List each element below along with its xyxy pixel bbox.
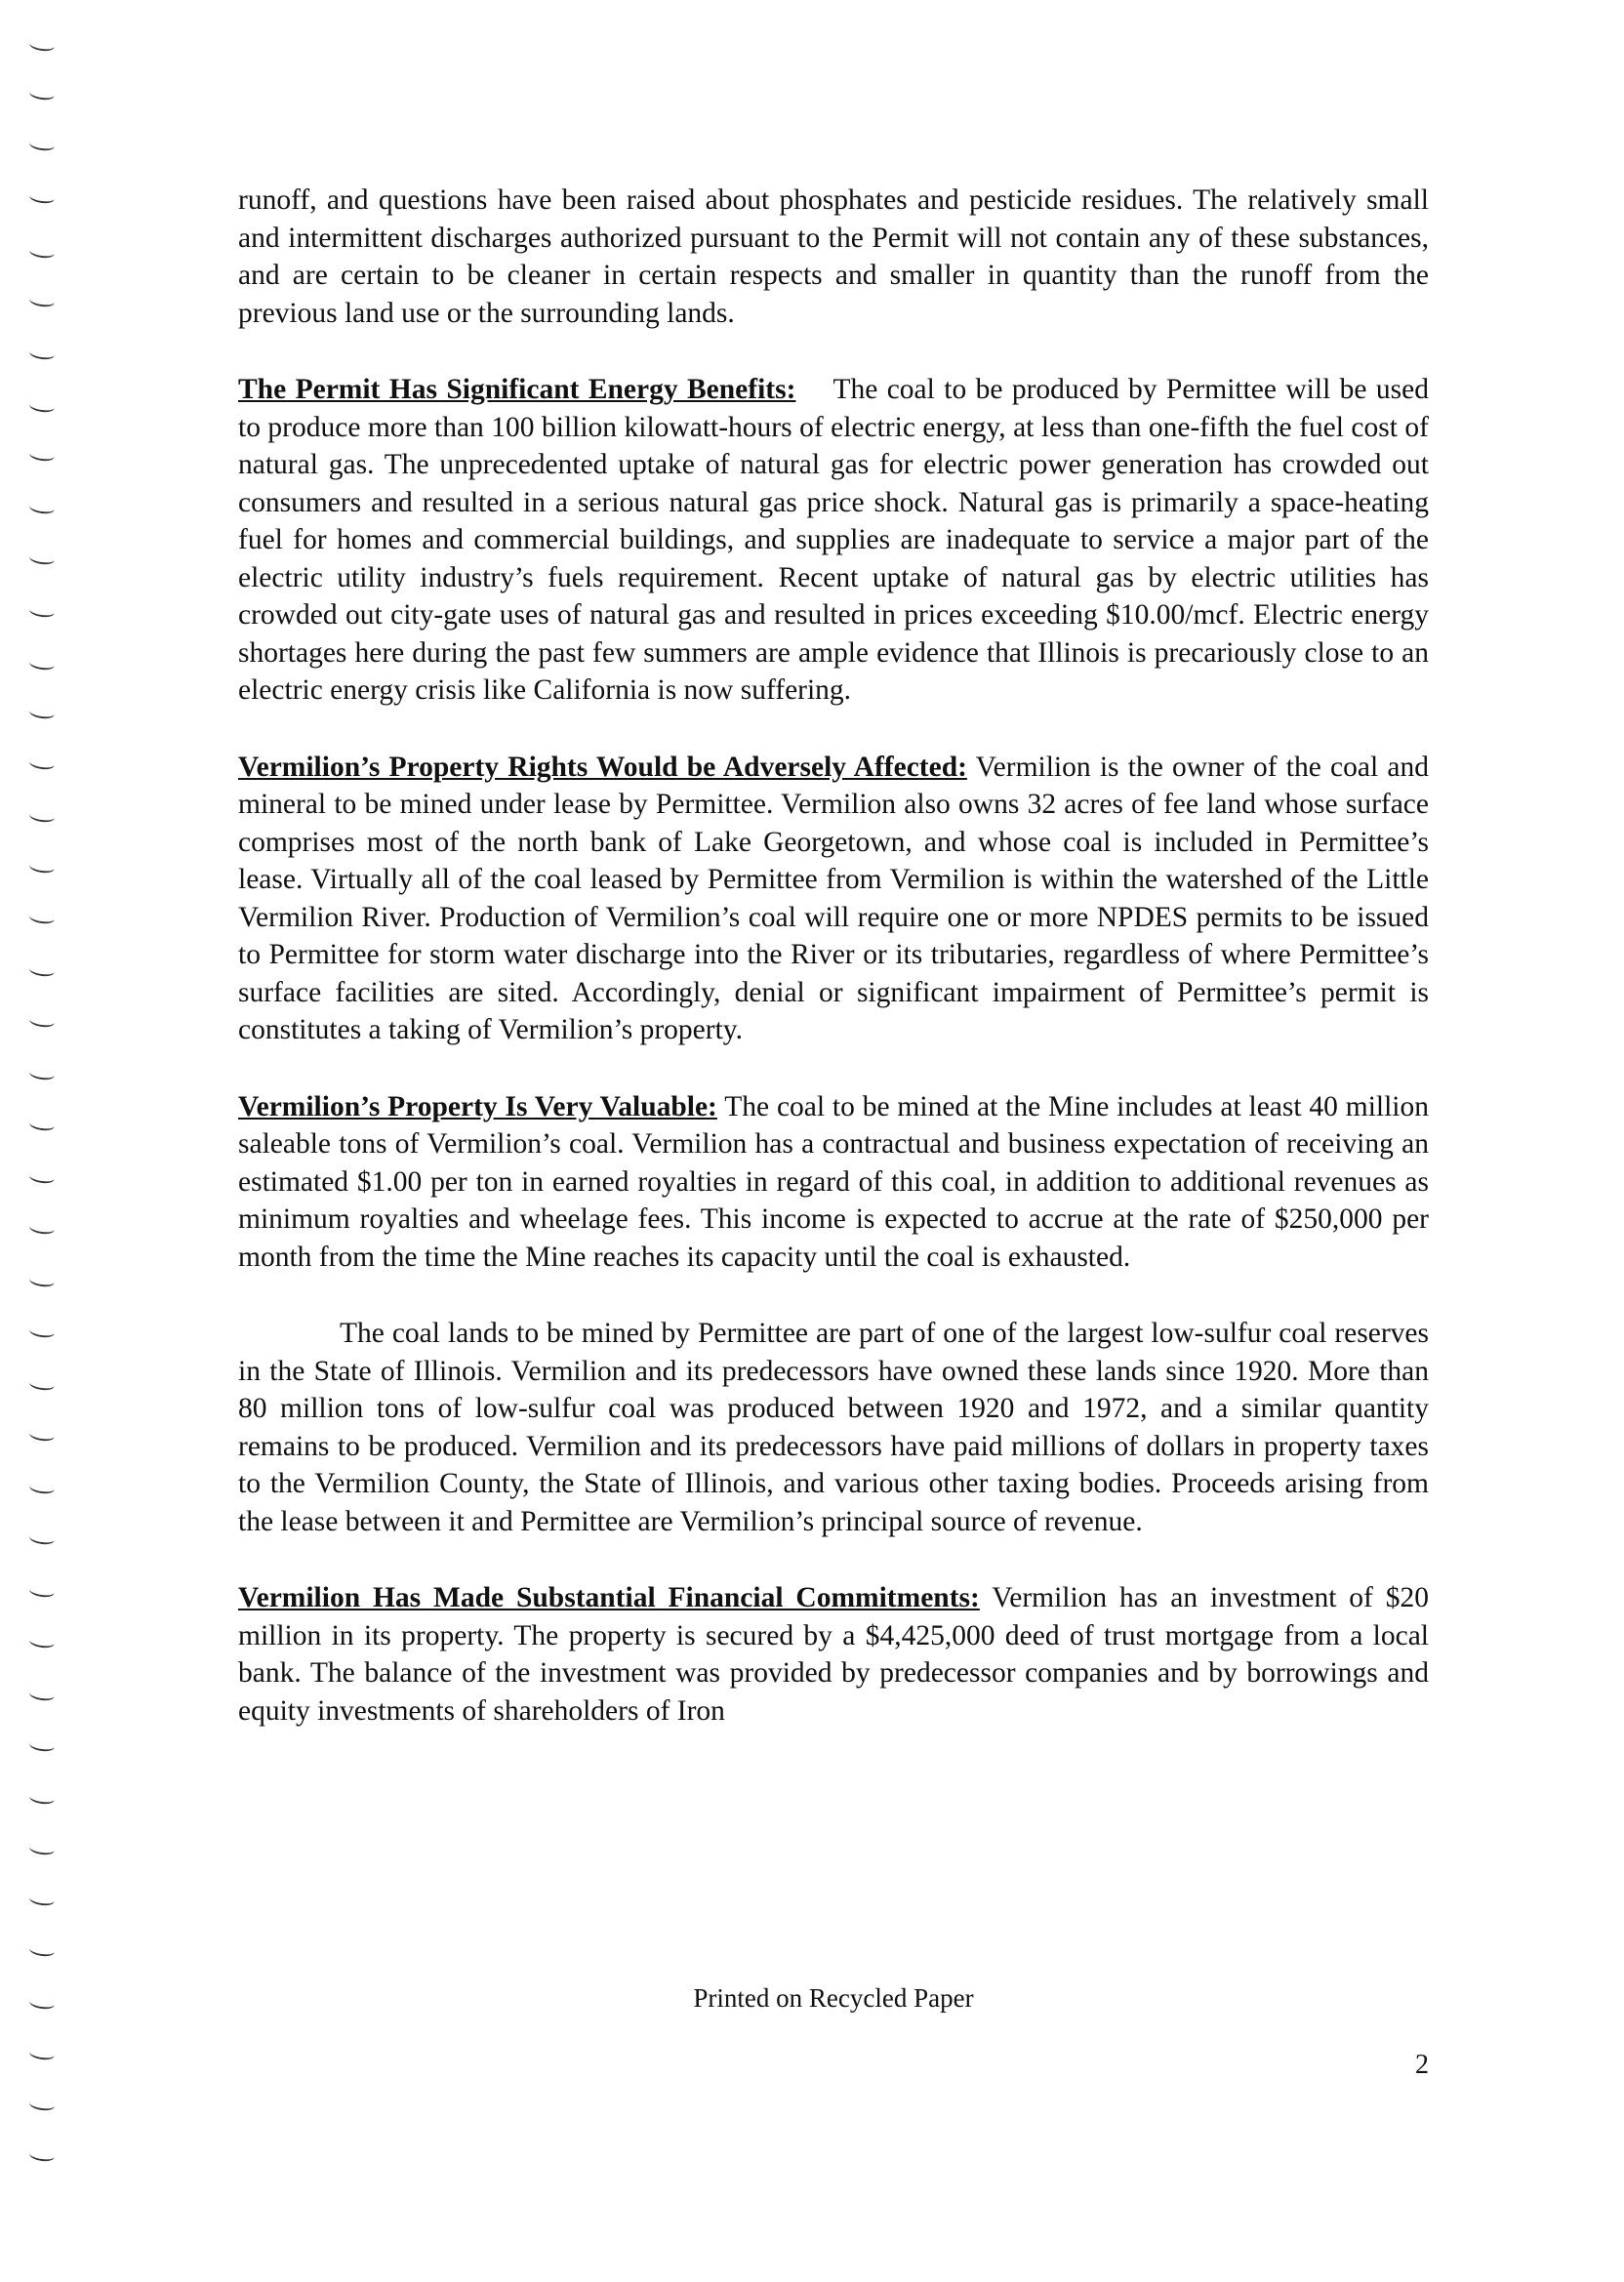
binding-margin (29, 20, 68, 2206)
binding-hole-mark (28, 244, 55, 260)
paragraph-coal-lands (238, 1315, 1429, 1540)
binding-hole-mark (28, 1427, 55, 1443)
paragraph-text: The coal to be produced by Permittee will be used to produce more than 100 billion kilowatt-hours of electric energy, at less than one-fifth the fuel cost of natural gas. The unprecedented uptake of natural gas for electric power generation has crowded out consumers and resulted in a serious natural gas price shock. Natural gas is primarily a space-heating fuel for homes and commercial buildings, and supplies are inadequate to service a major part of the electric utility industry’s fuels requirement. Recent uptake of natural gas by electric utilities has crowded out city-gate uses of natural gas and resulted in prices exceeding $10.00/mcf. Electric energy shortages here during the past few summers are ample evidence that Illinois is precariously close to an electric energy crisis like California is now suffering. (238, 374, 1430, 706)
binding-hole-mark (28, 1273, 55, 1288)
binding-hole-mark (28, 1169, 55, 1185)
binding-hole-mark (28, 1737, 55, 1753)
binding-hole-mark (28, 1324, 55, 1339)
paragraph-energy-benefits (238, 371, 1429, 710)
binding-hole-mark (28, 603, 55, 619)
binding-hole-mark (28, 37, 55, 53)
binding-hole-mark (28, 1892, 55, 1907)
binding-hole-mark (28, 346, 55, 361)
paragraph-financial-commitments (238, 1579, 1429, 1730)
binding-hole-mark (28, 1995, 55, 2011)
binding-hole-mark (28, 1583, 55, 1599)
binding-hole-mark (28, 2147, 55, 2163)
binding-hole-mark (28, 705, 55, 720)
binding-hole-mark (28, 1687, 55, 1702)
section-heading: Vermilion’s Property Rights Would be Adversely Affected: (238, 751, 967, 783)
document-body (238, 182, 1429, 1730)
binding-hole-mark (28, 1634, 55, 1650)
paragraph-runoff (238, 182, 1429, 332)
binding-hole-mark (28, 398, 55, 414)
binding-hole-mark (28, 808, 55, 824)
binding-hole-mark (28, 1013, 55, 1029)
binding-hole-mark (28, 500, 55, 515)
binding-hole-mark (28, 962, 55, 978)
binding-hole-mark (28, 1117, 55, 1132)
binding-hole-mark (28, 1841, 55, 1856)
binding-hole-mark (28, 1066, 55, 1081)
binding-hole-mark (28, 1220, 55, 1236)
binding-hole-mark (28, 86, 55, 102)
section-heading: The Permit Has Significant Energy Benefits: (238, 374, 796, 405)
binding-hole-mark (28, 1942, 55, 1958)
paragraph-text: Vermilion has an investment of $20 million in its property. The property is secured by a $4,425,000 deed of trust mortgage from a local bank. The balance of the investment was provided by predecessor companies and by borrowings and equity investments of shareholders of Iron (238, 1582, 1429, 1727)
binding-hole-mark (28, 2097, 55, 2112)
binding-hole-mark (28, 550, 55, 566)
binding-hole-mark (28, 1530, 55, 1546)
footer-note: Printed on Recycled Paper (693, 1983, 974, 2013)
paragraph-text: The coal lands to be mined by Permittee are part of one of the largest low-sulfur coal reserves in the State of Illinois. Vermilion and its predecessors have owned these lands since 1920. More than 80 million tons of low-sulfur coal was produced between 1920 and 1972, and a similar quantity remains to be produced. Vermilion and its predecessors have paid millions of dollars in property taxes to the Vermilion County, the State of Illinois, and various other taxing bodies. Proceeds arising from the lease between it and Permittee are Vermilion’s principal source of revenue. (238, 1318, 1429, 1537)
binding-hole-mark (28, 2046, 55, 2061)
binding-hole-mark (28, 656, 55, 672)
paragraph-text: The coal to be mined at the Mine includes at least 40 million saleable tons of Vermilion’s coal. Vermilion has a contractual and business expectation of receiving an estimated $1.00 per ton in earned royalties in regard of this coal, in addition to additional revenues as minimum royalties and wheelage fees. This income is expected to accrue at the rate of $250,000 per month from the time the Mine reaches its capacity until the coal is exhausted. (238, 1090, 1429, 1273)
binding-hole-mark (28, 447, 55, 463)
binding-hole-mark (28, 1480, 55, 1495)
binding-hole-mark (28, 755, 55, 771)
page-number: 2 (1415, 2050, 1429, 2080)
binding-hole-mark (28, 137, 55, 152)
binding-hole-mark (28, 189, 55, 205)
section-heading: Vermilion Has Made Substantial Financial Commitments: (238, 1582, 980, 1613)
binding-hole-mark (28, 293, 55, 308)
paragraph-text: runoff, and questions have been raised about phosphates and pesticide residues. The relatively small and intermittent discharges authorized pursuant to the Permit will not contain any of these substances, and are certain to be cleaner in certain respects and smaller in quantity than the runoff from the previous land use or the surrounding lands. (238, 184, 1429, 329)
section-heading: Vermilion’s Property Is Very Valuable: (238, 1090, 717, 1122)
binding-hole-mark (28, 1376, 55, 1392)
binding-hole-mark (28, 1790, 55, 1806)
paragraph-property-value (238, 1088, 1429, 1277)
binding-hole-mark (28, 859, 55, 875)
paragraph-text: Vermilion is the owner of the coal and mineral to be mined under lease by Permittee. Vermilion also owns 32 acres of fee land whose surface comprises most of the north bank of Lake Georgetown, and whose coal is included in Permittee’s lease. Virtually all of the coal leased by Permittee from Vermilion is within the watershed of the Little Vermilion River. Production of Vermilion’s coal will require one or more NPDES permits to be issued to Permittee for storm water discharge into the River or its tributaries, regardless of where Permittee’s surface facilities are sited. Accordingly, denial or significant impairment of Permittee’s permit is constitutes a taking of Vermilion’s property. (238, 751, 1429, 1045)
binding-hole-mark (28, 910, 55, 925)
paragraph-property-rights (238, 749, 1429, 1049)
